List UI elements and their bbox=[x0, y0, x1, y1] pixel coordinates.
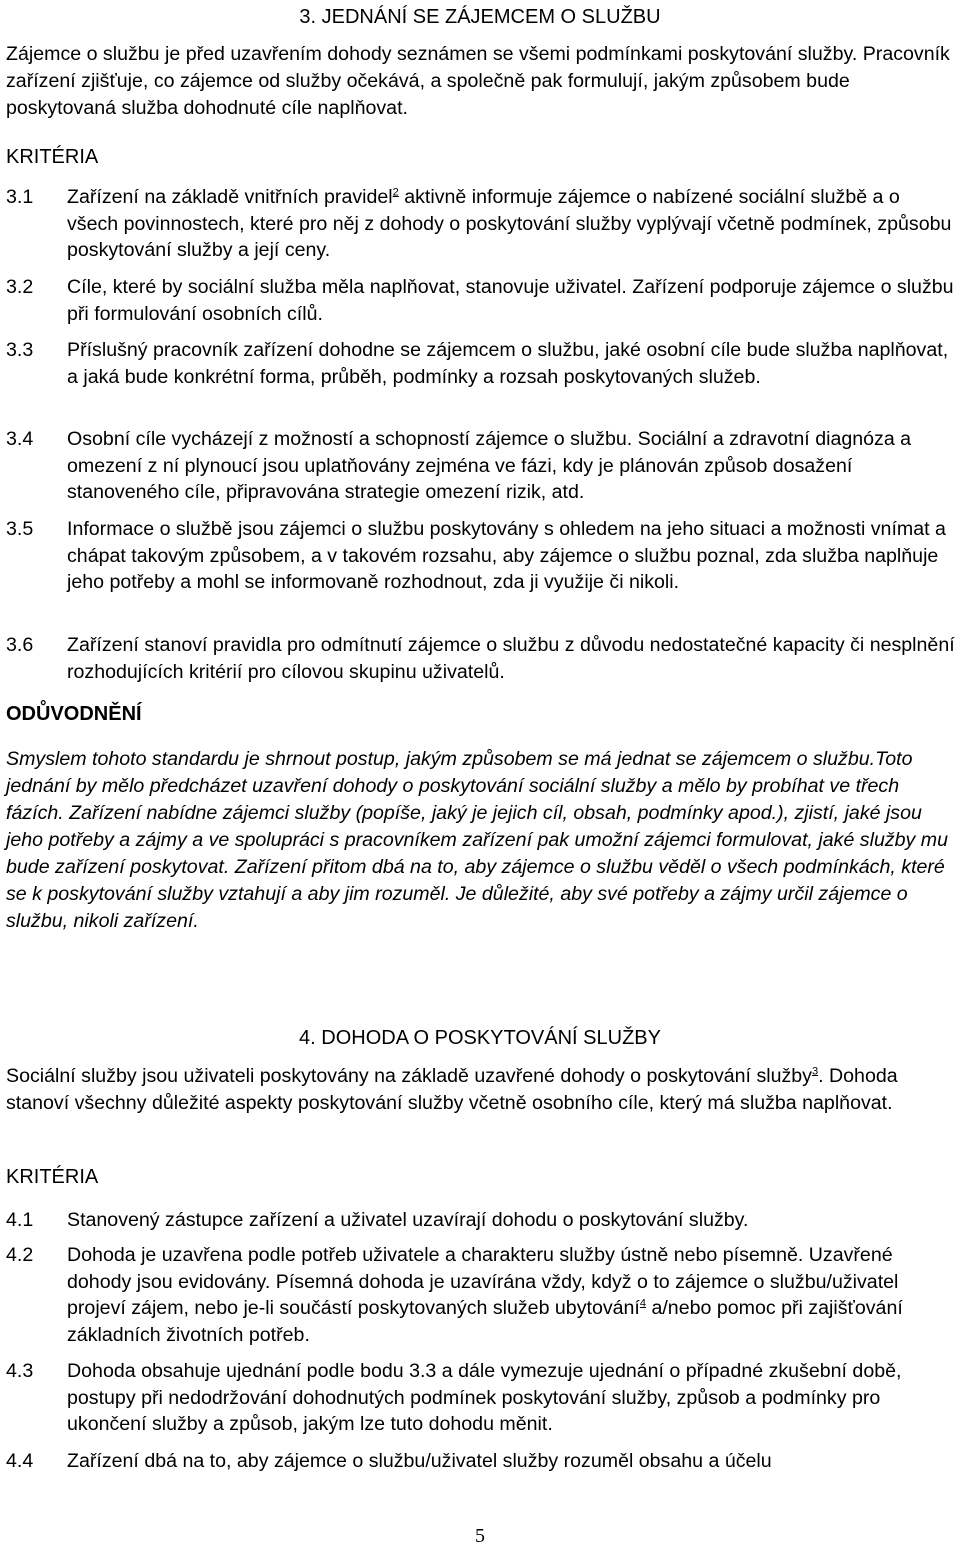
criterion-3-4 bbox=[6, 426, 956, 506]
criterion-number: 3.1 bbox=[6, 186, 34, 208]
criterion-4-1 bbox=[6, 1207, 956, 1234]
justification-text: Smyslem tohoto standardu je shrnout postup, jakým způsobem se má jednat se zájemcem o službu.Toto jednání by mělo předcházet uzavření dohody o poskytování sociální služby a mělo by probíhat ve třech fázích. Zařízení nabídne zájemci služby (popíše, jaký je jejich cíl, obsah, podmínky apod.), zjistí, jaké jsou jeho potřeby a zájmy a ve spolupráci s pracovníkem zařízení pak umožní zájemci formulovat, jaké služby mu bude zařízení poskytovat. Zařízení přitom dbá na to, aby zájemce o službu věděl o všech podmínkách, které se k poskytování služby vztahují a aby jim rozuměl. Je důležité, aby své potřeby a zájmy určil zájemce o službu, nikoli zařízení. bbox=[6, 748, 949, 932]
criterion-3-3 bbox=[6, 337, 956, 390]
section-3-intro: Zájemce o službu je před uzavřením dohody seznámen se všemi podmínkami poskytování služby. Pracovník zařízení zjišťuje, co zájemce od služby očekává, a společně pak formulují, jakým způsobem bude poskytovaná služba dohodnuté cíle naplňovat. bbox=[6, 43, 950, 119]
footnote-ref-2[interactable]: 2 bbox=[392, 186, 399, 199]
criterion-4-4 bbox=[6, 1448, 956, 1475]
criterion-text: Příslušný pracovník zařízení dohodne se zájemcem o službu, jaké osobní cíle bude služba naplňovat, a jaká bude konkrétní forma, průběh, podmínky a rozsah poskytovaných služeb. bbox=[67, 339, 949, 388]
criterion-number: 3.5 bbox=[6, 518, 34, 540]
criterion-number: 3.2 bbox=[6, 276, 34, 298]
criterion-number: 3.6 bbox=[6, 634, 34, 656]
section-3-title: 3. JEDNÁNÍ SE ZÁJEMCEM O SLUŽBU bbox=[299, 6, 661, 28]
criterion-3-2 bbox=[6, 274, 956, 327]
criterion-text: Zařízení dbá na to, aby zájemce o službu/uživatel služby rozuměl obsahu a účelu bbox=[67, 1450, 772, 1472]
criterion-text: Osobní cíle vycházejí z možností a schopností zájemce o službu. Sociální a zdravotní diagnóza a omezení z ní plynoucí jsou uplatňovány zejména ve fázi, kdy je plánován způsob dosažení stanoveného cíle, připravována strategie omezení rizik, atd. bbox=[67, 428, 912, 503]
intro-text-part: . Dohoda stanoví všechny důležité aspekty poskytování služby včetně osobního cíle, který má služba naplňovat. bbox=[6, 1065, 898, 1114]
criterion-text bbox=[67, 1242, 956, 1348]
footnote-ref-4[interactable]: 4 bbox=[639, 1297, 647, 1310]
criterion-text-part: Dohoda je uzavřena podle potřeb uživatele a charakteru služby ústně nebo písemně. Uzavřené dohody jsou evidovány. Písemná dohoda je uzavírána vždy, když o to zájemce o službu/uživatel projeví zájem, nebo je-li součástí poskytovaných služeb ubytování bbox=[67, 1244, 899, 1319]
criterion-text-part: aktivně informuje zájemce o nabízené sociální službě a o všech povinnostech, které pro něj z dohody o poskytování služby vyplývají včetně podmínek, způsobu poskytování služby a její ceny. bbox=[67, 186, 952, 261]
criterion-4-2 bbox=[6, 1242, 956, 1348]
criterion-text: Stanovený zástupce zařízení a uživatel uzavírají dohodu o poskytování služby. bbox=[67, 1209, 749, 1231]
criterion-number: 4.2 bbox=[6, 1244, 34, 1266]
justification-label: ODŮVODNĚNÍ bbox=[6, 703, 142, 725]
criterion-text: Cíle, které by sociální služba měla naplňovat, stanovuje uživatel. Zařízení podporuje zájemce o službu při formulování osobních cílů. bbox=[67, 276, 954, 325]
section-4-intro bbox=[6, 1063, 958, 1117]
criterion-3-1 bbox=[6, 184, 956, 264]
criterion-text-part: Zařízení na základě vnitřních pravidel bbox=[67, 186, 393, 208]
criterion-number: 3.4 bbox=[6, 428, 34, 450]
criterion-number: 4.1 bbox=[6, 1209, 34, 1231]
intro-text-part: Sociální služby jsou uživateli poskytovány na základě uzavřené dohody o poskytování služby bbox=[6, 1065, 812, 1087]
criterion-text bbox=[67, 184, 956, 264]
criterion-text: Zařízení stanoví pravidla pro odmítnutí zájemce o službu z důvodu nedostatečné kapacity či nesplnění rozhodujících kritérií pro cílovou skupinu uživatelů. bbox=[67, 634, 955, 683]
footnote-ref-3[interactable]: 3 bbox=[811, 1065, 819, 1078]
criterion-number: 4.4 bbox=[6, 1450, 34, 1472]
criterion-text-part: a/nebo pomoc při zajišťování základních životních potřeb. bbox=[67, 1297, 903, 1346]
criterion-text: Dohoda obsahuje ujednání podle bodu 3.3 a dále vymezuje ujednání o případné zkušební době, postupy při nedodržování dohodnutých podmínek poskytování služby, způsob a podmínky pro ukončení služby a způsob, jakým lze tuto dohodu měnit. bbox=[67, 1360, 902, 1435]
criteria-label-4: KRITÉRIA bbox=[6, 1166, 99, 1188]
criterion-text: Informace o službě jsou zájemci o službu poskytovány s ohledem na jeho situaci a možnosti vnímat a chápat takovým způsobem, a v takovém rozsahu, aby zájemce o službu poznal, zda služba naplňuje jeho potřeby a mohl se informovaně rozhodnout, zda ji využije či nikoli. bbox=[67, 518, 946, 593]
page-number: 5 bbox=[475, 1525, 485, 1547]
criterion-3-6 bbox=[6, 632, 956, 685]
criterion-4-3 bbox=[6, 1358, 956, 1438]
criterion-number: 4.3 bbox=[6, 1360, 34, 1382]
section-4-title: 4. DOHODA O POSKYTOVÁNÍ SLUŽBY bbox=[299, 1027, 661, 1049]
criterion-number: 3.3 bbox=[6, 339, 34, 361]
criteria-label-3: KRITÉRIA bbox=[6, 146, 99, 168]
criterion-3-5 bbox=[6, 516, 956, 596]
